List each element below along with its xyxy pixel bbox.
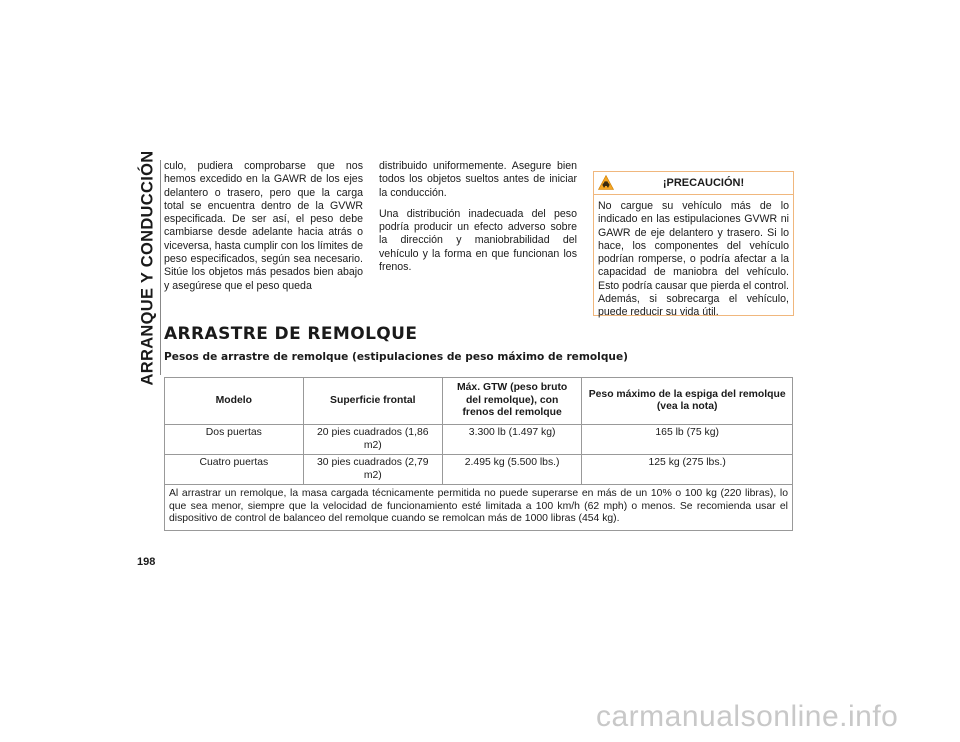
- table-cell: 2.495 kg (5.500 lbs.): [442, 455, 581, 485]
- column1-paragraph: culo, pudiera comprobarse que nos hemos excedido en la GAWR de los ejes delantero o trasero, pero que la carga total se encuentra dentro de la GVWR especificada. De ser así, el peso debe cambiarse desde adelante hacia atrás o viceversa, hasta cumplir con los límites de peso especificados, según sea necesario. Sitúe los objetos más pesados bien abajo y asegúrese que el peso queda: [164, 160, 363, 292]
- table-cell: Cuatro puertas: [165, 455, 304, 485]
- header-max-gtw: Máx. GTW (peso bruto del remolque), con frenos del remolque: [442, 378, 581, 425]
- towing-table: [164, 377, 793, 531]
- header-tongue-weight: Peso máximo de la espiga del remolque (vea la nota): [582, 378, 793, 425]
- column2-paragraph-1: distribuido uniformemente. Asegure bien todos los objetos sueltos antes de iniciar la conducción.: [379, 160, 577, 199]
- section-title: ARRASTRE DE REMOLQUE: [164, 324, 418, 344]
- table-cell: 3.300 lb (1.497 kg): [442, 425, 581, 455]
- table-header-row: [165, 378, 793, 425]
- column2-paragraph-2: Una distribución inadecuada del peso podría producir un efecto adverso sobre la dirección y maniobrabilidad del vehículo y la forma en que funcionan los frenos.: [379, 207, 577, 274]
- caution-title: ¡PRECAUCIÓN!: [662, 177, 745, 189]
- chapter-divider: [160, 160, 161, 375]
- page-number: 198: [137, 556, 156, 568]
- caution-body: No cargue su vehículo más de lo indicado en las estipulaciones GVWR ni GAWR de eje delantero y trasero. Si lo hace, los componentes del vehículo podrían romperse, o podría afectar a la capacidad de maniobra del vehículo. Esto podría causar que pierda el control. Además, si sobrecarga el vehículo, puede reducir su vida útil.: [598, 200, 789, 319]
- caution-header: [594, 172, 793, 195]
- watermark: carmanualsonline.info: [596, 700, 899, 733]
- text-column-1: [164, 160, 363, 301]
- header-model: Modelo: [165, 378, 304, 425]
- caution-box: [593, 171, 794, 319]
- chapter-side-tab: [138, 150, 157, 385]
- table-note-row: [165, 485, 793, 531]
- text-column-2: [379, 160, 577, 282]
- header-frontal-area: Superficie frontal: [303, 378, 442, 425]
- table-row: [165, 455, 793, 485]
- chapter-title: ARRANQUE Y CONDUCCIÓN: [138, 150, 157, 385]
- table-cell: 165 lb (75 kg): [582, 425, 793, 455]
- table-cell: 30 pies cuadrados (2,79 m2): [303, 455, 442, 485]
- table-cell: 125 kg (275 lbs.): [582, 455, 793, 485]
- table-cell: Dos puertas: [165, 425, 304, 455]
- table-row: [165, 425, 793, 455]
- table-cell: 20 pies cuadrados (1,86 m2): [303, 425, 442, 455]
- subsection-title: Pesos de arrastre de remolque (estipulaciones de peso máximo de remolque): [164, 351, 628, 363]
- table-note: Al arrastrar un remolque, la masa cargada técnicamente permitida no puede superarse en más de un 10% o 100 kg (220 libras), lo que sea menor, siempre que la velocidad de funcionamiento esté limitada a 100 km/h (62 mph) o menos. Se recomienda usar el dispositivo de control de balanceo del remolque cuando se remolcan más de 1000 libras (454 kg).: [165, 485, 793, 531]
